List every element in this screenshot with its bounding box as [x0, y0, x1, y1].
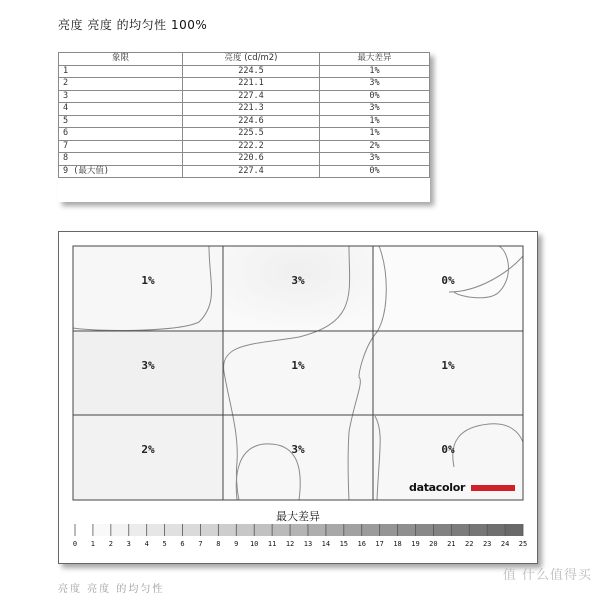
cell-max-diff: 1%	[320, 65, 430, 78]
cell-luminance: 224.6	[183, 115, 320, 128]
cell-label-3: 0%	[441, 274, 455, 287]
scale-segment	[200, 524, 218, 536]
table-row	[59, 90, 430, 103]
scale-tick-label: 21	[447, 540, 456, 548]
scale-tick-label: 22	[465, 540, 474, 548]
scale-tick-label: 9	[234, 540, 239, 548]
cell-quadrant: 8	[59, 153, 183, 166]
table-row	[59, 115, 430, 128]
scale-tick-label: 2	[108, 540, 113, 548]
cell-label-1: 1%	[141, 274, 155, 287]
header-max-diff: 最大差异	[320, 53, 430, 66]
scale-segment	[93, 524, 111, 536]
cell-max-diff: 0%	[320, 90, 430, 103]
cell-max-diff: 3%	[320, 78, 430, 91]
scale-tick-label: 19	[411, 540, 420, 548]
cell-quadrant: 3	[59, 90, 183, 103]
scale-tick-label: 16	[357, 540, 366, 548]
scale-tick-label: 17	[375, 540, 384, 548]
table-header-row	[59, 53, 430, 66]
cell-quadrant: 1	[59, 65, 183, 78]
scale-segment	[380, 524, 398, 536]
scale-tick-label: 13	[303, 540, 313, 548]
scale-segment	[398, 524, 416, 536]
table-row	[59, 153, 430, 166]
scale-tick-label: 18	[393, 540, 402, 548]
cell-quadrant: 4	[59, 103, 183, 116]
cell-quadrant: 9 (最大值)	[59, 165, 183, 178]
scale-segment	[236, 524, 254, 536]
scale-tick-label: 5	[162, 540, 167, 548]
cell-max-diff: 1%	[320, 115, 430, 128]
scale-tick-label: 20	[429, 540, 438, 548]
datacolor-logo-text: datacolor	[409, 481, 466, 494]
scale-segment	[344, 524, 362, 536]
cell-label-4: 3%	[141, 359, 155, 372]
scale-tick-label: 4	[144, 540, 149, 548]
cell-label-7: 2%	[141, 443, 155, 456]
scale-title: 最大差异	[276, 510, 320, 523]
scale-segment	[451, 524, 469, 536]
table-row	[59, 140, 430, 153]
scale-segment	[469, 524, 487, 536]
watermark: 值 什么值得买	[502, 568, 592, 583]
cell-quadrant: 7	[59, 140, 183, 153]
scale-tick-label: 0	[72, 540, 78, 548]
cell-luminance: 224.5	[183, 65, 320, 78]
cell-luminance: 222.2	[183, 140, 320, 153]
scale-tick-label: 11	[267, 540, 277, 548]
uniformity-map-figure	[58, 231, 538, 564]
cell-max-diff: 3%	[320, 103, 430, 116]
page-title: 亮度 亮度 的均匀性 100%	[58, 18, 208, 32]
scale-tick-label: 7	[198, 540, 203, 548]
scale-bar	[59, 232, 537, 563]
scale-segment	[183, 524, 201, 536]
cell-label-6: 1%	[441, 359, 455, 372]
cell-luminance: 220.6	[183, 153, 320, 166]
table-row	[59, 78, 430, 91]
table-row	[59, 128, 430, 141]
scale-tick-label: 24	[500, 540, 510, 548]
cell-luminance: 225.5	[183, 128, 320, 141]
scale-segment	[129, 524, 147, 536]
scale-tick-label: 23	[482, 540, 492, 548]
scale-segment	[254, 524, 272, 536]
scale-tick-label: 3	[126, 540, 131, 548]
scale-segment	[487, 524, 505, 536]
scale-tick-label: 8	[216, 540, 221, 548]
scale-tick-label: 1	[90, 540, 96, 548]
scale-tick-label: 6	[180, 540, 185, 548]
uniformity-table	[58, 52, 430, 178]
cell-quadrant: 6	[59, 128, 183, 141]
cell-max-diff: 3%	[320, 153, 430, 166]
uniformity-table-container	[58, 52, 430, 202]
cell-luminance: 227.4	[183, 165, 320, 178]
scale-segment	[147, 524, 165, 536]
cell-label-8: 3%	[291, 443, 305, 456]
cell-label-5: 1%	[291, 359, 305, 372]
cell-max-diff: 2%	[320, 140, 430, 153]
cell-luminance: 221.1	[183, 78, 320, 91]
header-luminance: 亮度 (cd/m2)	[183, 53, 320, 66]
scale-segment	[362, 524, 380, 536]
scale-segment	[75, 524, 93, 536]
table-row	[59, 65, 430, 78]
cell-quadrant: 5	[59, 115, 183, 128]
scale-segment	[272, 524, 290, 536]
cell-luminance: 221.3	[183, 103, 320, 116]
scale-tick-label: 14	[321, 540, 331, 548]
table-row	[59, 165, 430, 178]
scale-tick-label: 12	[285, 540, 295, 548]
cell-max-diff: 1%	[320, 128, 430, 141]
scale-segment	[111, 524, 129, 536]
cell-quadrant: 2	[59, 78, 183, 91]
scale-tick-label: 25	[518, 540, 528, 548]
scale-segment	[290, 524, 308, 536]
cell-max-diff: 0%	[320, 165, 430, 178]
scale-segment	[505, 524, 523, 536]
scale-segment	[326, 524, 344, 536]
scale-segment	[308, 524, 326, 536]
table-row	[59, 103, 430, 116]
scale-segment	[165, 524, 183, 536]
scale-segment	[218, 524, 236, 536]
header-quadrant: 象限	[59, 53, 183, 66]
cell-label-9: 0%	[441, 443, 455, 456]
scale-segment	[433, 524, 451, 536]
scale-group	[73, 524, 527, 548]
scale-tick-label: 15	[339, 540, 349, 548]
scale-segment	[415, 524, 433, 536]
footer-text: 亮度 亮度 的均匀性	[58, 584, 165, 595]
cell-label-2: 3%	[291, 274, 305, 287]
scale-tick-label: 10	[249, 540, 259, 548]
cell-luminance: 227.4	[183, 90, 320, 103]
